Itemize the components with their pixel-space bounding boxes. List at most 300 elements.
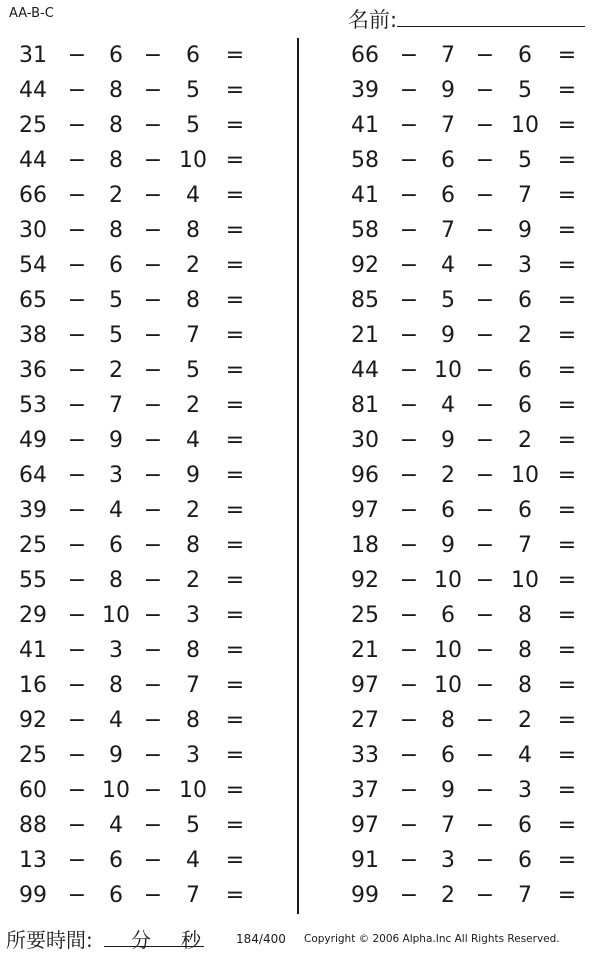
problem-row bbox=[0, 213, 260, 248]
minus-sign: − bbox=[143, 603, 163, 628]
subtrahend-1: 9 bbox=[441, 778, 455, 803]
subtrahend-1: 3 bbox=[441, 848, 455, 873]
problem-row bbox=[332, 318, 592, 353]
problem-row bbox=[332, 108, 592, 143]
subtrahend-1: 7 bbox=[441, 113, 455, 138]
minus-sign: − bbox=[399, 148, 419, 173]
subtrahend-2: 8 bbox=[186, 708, 200, 733]
subtrahend-2: 2 bbox=[186, 393, 200, 418]
minuend: 49 bbox=[19, 428, 47, 453]
minus-sign: − bbox=[399, 568, 419, 593]
minus-sign: − bbox=[143, 288, 163, 313]
minus-sign: − bbox=[399, 183, 419, 208]
minus-sign: − bbox=[143, 673, 163, 698]
equals-sign: = bbox=[557, 638, 577, 663]
seconds-label: 秒 bbox=[181, 928, 201, 952]
subtrahend-1: 2 bbox=[441, 463, 455, 488]
subtrahend-1: 2 bbox=[441, 883, 455, 908]
minus-sign: − bbox=[399, 463, 419, 488]
equals-sign: = bbox=[557, 148, 577, 173]
minuend: 99 bbox=[351, 883, 379, 908]
minuend: 58 bbox=[351, 218, 379, 243]
minus-sign: − bbox=[475, 323, 495, 348]
minus-sign: − bbox=[67, 253, 87, 278]
subtrahend-1: 4 bbox=[109, 498, 123, 523]
problem-row bbox=[332, 143, 592, 178]
equals-sign: = bbox=[557, 183, 577, 208]
equals-sign: = bbox=[557, 218, 577, 243]
subtrahend-2: 8 bbox=[518, 603, 532, 628]
minuend: 21 bbox=[351, 638, 379, 663]
minuend: 92 bbox=[19, 708, 47, 733]
minuend: 53 bbox=[19, 393, 47, 418]
subtrahend-2: 9 bbox=[518, 218, 532, 243]
worksheet-code: AA-B-C bbox=[9, 6, 54, 21]
subtrahend-2: 4 bbox=[186, 428, 200, 453]
problem-row bbox=[332, 598, 592, 633]
problem-row bbox=[0, 598, 260, 633]
minus-sign: − bbox=[399, 638, 419, 663]
subtrahend-1: 4 bbox=[109, 813, 123, 838]
equals-sign: = bbox=[557, 533, 577, 558]
problem-row bbox=[332, 213, 592, 248]
subtrahend-1: 5 bbox=[109, 288, 123, 313]
minus-sign: − bbox=[399, 533, 419, 558]
minus-sign: − bbox=[67, 708, 87, 733]
subtrahend-2: 6 bbox=[518, 848, 532, 873]
minus-sign: − bbox=[399, 813, 419, 838]
minus-sign: − bbox=[67, 288, 87, 313]
minus-sign: − bbox=[475, 638, 495, 663]
subtrahend-1: 9 bbox=[109, 428, 123, 453]
copyright-notice: Copyright © 2006 Alpha.Inc All Rights Reserved. bbox=[304, 933, 560, 945]
problem-row bbox=[332, 248, 592, 283]
minus-sign: − bbox=[475, 288, 495, 313]
minuend: 88 bbox=[19, 813, 47, 838]
equals-sign: = bbox=[225, 183, 245, 208]
minus-sign: − bbox=[399, 673, 419, 698]
minus-sign: − bbox=[475, 568, 495, 593]
equals-sign: = bbox=[557, 78, 577, 103]
subtrahend-1: 5 bbox=[441, 288, 455, 313]
minus-sign: − bbox=[475, 148, 495, 173]
column-divider bbox=[297, 38, 299, 914]
subtrahend-2: 2 bbox=[186, 498, 200, 523]
problem-row bbox=[332, 178, 592, 213]
minuend: 97 bbox=[351, 673, 379, 698]
minus-sign: − bbox=[475, 603, 495, 628]
minus-sign: − bbox=[475, 848, 495, 873]
minus-sign: − bbox=[399, 498, 419, 523]
minus-sign: − bbox=[143, 218, 163, 243]
subtrahend-1: 6 bbox=[441, 148, 455, 173]
subtrahend-1: 9 bbox=[441, 533, 455, 558]
minuend: 31 bbox=[19, 43, 47, 68]
equals-sign: = bbox=[557, 848, 577, 873]
problem-row bbox=[0, 108, 260, 143]
minus-sign: − bbox=[143, 778, 163, 803]
equals-sign: = bbox=[557, 883, 577, 908]
problem-row bbox=[332, 878, 592, 913]
problem-row bbox=[0, 248, 260, 283]
subtrahend-2: 4 bbox=[186, 848, 200, 873]
subtrahend-1: 5 bbox=[109, 323, 123, 348]
equals-sign: = bbox=[225, 533, 245, 558]
minuend: 99 bbox=[19, 883, 47, 908]
subtrahend-1: 2 bbox=[109, 183, 123, 208]
subtrahend-2: 8 bbox=[518, 638, 532, 663]
subtrahend-2: 10 bbox=[511, 113, 539, 138]
subtrahend-2: 2 bbox=[186, 253, 200, 278]
subtrahend-2: 5 bbox=[186, 358, 200, 383]
subtrahend-2: 6 bbox=[518, 288, 532, 313]
minus-sign: − bbox=[399, 708, 419, 733]
minus-sign: − bbox=[67, 428, 87, 453]
minus-sign: − bbox=[475, 463, 495, 488]
minus-sign: − bbox=[399, 358, 419, 383]
subtrahend-2: 6 bbox=[518, 43, 532, 68]
minus-sign: − bbox=[475, 533, 495, 558]
subtrahend-1: 7 bbox=[441, 43, 455, 68]
minus-sign: − bbox=[67, 78, 87, 103]
subtrahend-2: 8 bbox=[186, 533, 200, 558]
subtrahend-1: 2 bbox=[109, 358, 123, 383]
minus-sign: − bbox=[67, 533, 87, 558]
minuend: 64 bbox=[19, 463, 47, 488]
problem-row bbox=[332, 563, 592, 598]
minuend: 81 bbox=[351, 393, 379, 418]
minuend: 66 bbox=[351, 43, 379, 68]
problem-row bbox=[332, 703, 592, 738]
problem-row bbox=[0, 353, 260, 388]
problem-row bbox=[0, 73, 260, 108]
minuend: 27 bbox=[351, 708, 379, 733]
subtrahend-1: 10 bbox=[434, 568, 462, 593]
page-number: 184/400 bbox=[236, 932, 286, 946]
equals-sign: = bbox=[225, 358, 245, 383]
subtrahend-1: 10 bbox=[434, 673, 462, 698]
problem-row bbox=[332, 493, 592, 528]
minus-sign: − bbox=[399, 113, 419, 138]
equals-sign: = bbox=[225, 288, 245, 313]
left-problem-column bbox=[0, 38, 260, 913]
equals-sign: = bbox=[557, 743, 577, 768]
minus-sign: − bbox=[67, 113, 87, 138]
problem-row bbox=[0, 878, 260, 913]
minus-sign: − bbox=[399, 743, 419, 768]
minus-sign: − bbox=[143, 498, 163, 523]
subtrahend-2: 5 bbox=[186, 113, 200, 138]
minuend: 91 bbox=[351, 848, 379, 873]
equals-sign: = bbox=[225, 428, 245, 453]
subtrahend-2: 8 bbox=[186, 288, 200, 313]
equals-sign: = bbox=[225, 813, 245, 838]
problem-row bbox=[332, 773, 592, 808]
minuend: 97 bbox=[351, 813, 379, 838]
subtrahend-1: 4 bbox=[441, 393, 455, 418]
minus-sign: − bbox=[475, 218, 495, 243]
problem-row bbox=[0, 388, 260, 423]
minuend: 16 bbox=[19, 673, 47, 698]
subtrahend-1: 9 bbox=[441, 78, 455, 103]
subtrahend-1: 7 bbox=[109, 393, 123, 418]
minus-sign: − bbox=[475, 428, 495, 453]
minuend: 25 bbox=[19, 533, 47, 558]
minuend: 54 bbox=[19, 253, 47, 278]
minus-sign: − bbox=[143, 708, 163, 733]
subtrahend-2: 3 bbox=[186, 603, 200, 628]
minus-sign: − bbox=[143, 743, 163, 768]
minus-sign: − bbox=[143, 113, 163, 138]
minus-sign: − bbox=[67, 323, 87, 348]
problem-row bbox=[332, 283, 592, 318]
equals-sign: = bbox=[225, 218, 245, 243]
problem-row bbox=[0, 283, 260, 318]
minus-sign: − bbox=[399, 323, 419, 348]
subtrahend-2: 6 bbox=[186, 43, 200, 68]
subtrahend-1: 6 bbox=[441, 743, 455, 768]
minus-sign: − bbox=[67, 743, 87, 768]
equals-sign: = bbox=[225, 883, 245, 908]
subtrahend-2: 2 bbox=[518, 708, 532, 733]
problem-row bbox=[332, 668, 592, 703]
subtrahend-1: 8 bbox=[109, 78, 123, 103]
equals-sign: = bbox=[557, 568, 577, 593]
minus-sign: − bbox=[475, 78, 495, 103]
minuend: 25 bbox=[19, 113, 47, 138]
subtrahend-2: 3 bbox=[186, 743, 200, 768]
minuend: 58 bbox=[351, 148, 379, 173]
minus-sign: − bbox=[67, 393, 87, 418]
subtrahend-2: 10 bbox=[511, 568, 539, 593]
minuend: 60 bbox=[19, 778, 47, 803]
equals-sign: = bbox=[225, 43, 245, 68]
equals-sign: = bbox=[557, 498, 577, 523]
subtrahend-2: 8 bbox=[186, 638, 200, 663]
minus-sign: − bbox=[67, 218, 87, 243]
equals-sign: = bbox=[225, 148, 245, 173]
minuend: 38 bbox=[19, 323, 47, 348]
subtrahend-1: 10 bbox=[102, 778, 130, 803]
minuend: 44 bbox=[351, 358, 379, 383]
right-problem-column bbox=[332, 38, 592, 913]
minus-sign: − bbox=[475, 253, 495, 278]
problem-row bbox=[0, 528, 260, 563]
minus-sign: − bbox=[143, 148, 163, 173]
subtrahend-1: 6 bbox=[441, 183, 455, 208]
problem-row bbox=[0, 493, 260, 528]
subtrahend-1: 9 bbox=[441, 323, 455, 348]
minus-sign: − bbox=[399, 603, 419, 628]
minus-sign: − bbox=[399, 848, 419, 873]
minus-sign: − bbox=[143, 323, 163, 348]
minuend: 25 bbox=[19, 743, 47, 768]
minuend: 65 bbox=[19, 288, 47, 313]
subtrahend-2: 2 bbox=[518, 323, 532, 348]
subtrahend-2: 10 bbox=[511, 463, 539, 488]
equals-sign: = bbox=[225, 778, 245, 803]
equals-sign: = bbox=[225, 848, 245, 873]
equals-sign: = bbox=[225, 323, 245, 348]
subtrahend-1: 8 bbox=[109, 568, 123, 593]
subtrahend-2: 6 bbox=[518, 498, 532, 523]
minus-sign: − bbox=[399, 393, 419, 418]
problem-row bbox=[0, 178, 260, 213]
minus-sign: − bbox=[67, 883, 87, 908]
subtrahend-2: 6 bbox=[518, 813, 532, 838]
minus-sign: − bbox=[475, 113, 495, 138]
equals-sign: = bbox=[225, 638, 245, 663]
minus-sign: − bbox=[67, 498, 87, 523]
problem-row bbox=[0, 738, 260, 773]
minuend: 96 bbox=[351, 463, 379, 488]
equals-sign: = bbox=[557, 253, 577, 278]
problem-row bbox=[332, 843, 592, 878]
minus-sign: − bbox=[67, 813, 87, 838]
subtrahend-2: 2 bbox=[518, 428, 532, 453]
subtrahend-2: 8 bbox=[518, 673, 532, 698]
minus-sign: − bbox=[67, 148, 87, 173]
minus-sign: − bbox=[67, 778, 87, 803]
minus-sign: − bbox=[143, 428, 163, 453]
problem-row bbox=[332, 388, 592, 423]
equals-sign: = bbox=[225, 708, 245, 733]
problem-row bbox=[0, 458, 260, 493]
minuend: 39 bbox=[351, 78, 379, 103]
minuend: 21 bbox=[351, 323, 379, 348]
minus-sign: − bbox=[399, 288, 419, 313]
problem-row bbox=[0, 668, 260, 703]
equals-sign: = bbox=[557, 43, 577, 68]
equals-sign: = bbox=[225, 393, 245, 418]
problem-row bbox=[0, 703, 260, 738]
minuend: 30 bbox=[351, 428, 379, 453]
minus-sign: − bbox=[143, 253, 163, 278]
minuend: 44 bbox=[19, 148, 47, 173]
minus-sign: − bbox=[67, 673, 87, 698]
minuend: 41 bbox=[351, 183, 379, 208]
minuend: 44 bbox=[19, 78, 47, 103]
problem-row bbox=[0, 38, 260, 73]
minus-sign: − bbox=[475, 708, 495, 733]
subtrahend-2: 7 bbox=[518, 183, 532, 208]
minus-sign: − bbox=[399, 428, 419, 453]
equals-sign: = bbox=[225, 673, 245, 698]
subtrahend-2: 6 bbox=[518, 393, 532, 418]
problem-row bbox=[332, 353, 592, 388]
problem-row bbox=[0, 318, 260, 353]
equals-sign: = bbox=[225, 113, 245, 138]
subtrahend-1: 10 bbox=[434, 638, 462, 663]
minus-sign: − bbox=[67, 603, 87, 628]
problem-row bbox=[332, 423, 592, 458]
minus-sign: − bbox=[143, 358, 163, 383]
subtrahend-2: 7 bbox=[518, 533, 532, 558]
minuend: 30 bbox=[19, 218, 47, 243]
minus-sign: − bbox=[67, 638, 87, 663]
equals-sign: = bbox=[225, 603, 245, 628]
subtrahend-1: 6 bbox=[109, 883, 123, 908]
subtrahend-2: 9 bbox=[186, 463, 200, 488]
name-line bbox=[397, 26, 585, 27]
minuend: 92 bbox=[351, 253, 379, 278]
minus-sign: − bbox=[143, 568, 163, 593]
minutes-label: 分 bbox=[131, 928, 151, 952]
problem-row bbox=[332, 738, 592, 773]
problem-row bbox=[0, 808, 260, 843]
minus-sign: − bbox=[475, 43, 495, 68]
equals-sign: = bbox=[557, 673, 577, 698]
subtrahend-2: 7 bbox=[518, 883, 532, 908]
problem-row bbox=[332, 73, 592, 108]
subtrahend-1: 7 bbox=[441, 218, 455, 243]
subtrahend-1: 8 bbox=[109, 218, 123, 243]
minus-sign: − bbox=[143, 813, 163, 838]
minus-sign: − bbox=[475, 498, 495, 523]
equals-sign: = bbox=[557, 463, 577, 488]
problem-row bbox=[0, 563, 260, 598]
minuend: 13 bbox=[19, 848, 47, 873]
minuend: 39 bbox=[19, 498, 47, 523]
subtrahend-1: 6 bbox=[109, 533, 123, 558]
minuend: 29 bbox=[19, 603, 47, 628]
subtrahend-1: 3 bbox=[109, 463, 123, 488]
equals-sign: = bbox=[225, 498, 245, 523]
subtrahend-2: 7 bbox=[186, 673, 200, 698]
minus-sign: − bbox=[399, 253, 419, 278]
subtrahend-2: 2 bbox=[186, 568, 200, 593]
subtrahend-1: 8 bbox=[109, 673, 123, 698]
minus-sign: − bbox=[475, 883, 495, 908]
problem-row bbox=[332, 528, 592, 563]
time-label: 所要時間: bbox=[6, 928, 93, 952]
equals-sign: = bbox=[557, 323, 577, 348]
minuend: 36 bbox=[19, 358, 47, 383]
problem-row bbox=[0, 633, 260, 668]
minus-sign: − bbox=[143, 883, 163, 908]
minus-sign: − bbox=[143, 393, 163, 418]
minus-sign: − bbox=[143, 848, 163, 873]
subtrahend-1: 6 bbox=[441, 498, 455, 523]
subtrahend-1: 8 bbox=[441, 708, 455, 733]
minuend: 97 bbox=[351, 498, 379, 523]
minuend: 55 bbox=[19, 568, 47, 593]
subtrahend-2: 7 bbox=[186, 323, 200, 348]
minuend: 33 bbox=[351, 743, 379, 768]
subtrahend-2: 3 bbox=[518, 778, 532, 803]
subtrahend-2: 5 bbox=[186, 78, 200, 103]
minus-sign: − bbox=[475, 183, 495, 208]
equals-sign: = bbox=[557, 358, 577, 383]
subtrahend-1: 7 bbox=[441, 813, 455, 838]
problem-row bbox=[0, 773, 260, 808]
subtrahend-1: 6 bbox=[109, 253, 123, 278]
subtrahend-1: 6 bbox=[109, 848, 123, 873]
equals-sign: = bbox=[557, 813, 577, 838]
subtrahend-2: 3 bbox=[518, 253, 532, 278]
minuend: 92 bbox=[351, 568, 379, 593]
minus-sign: − bbox=[399, 218, 419, 243]
minus-sign: − bbox=[475, 778, 495, 803]
subtrahend-1: 8 bbox=[109, 148, 123, 173]
minus-sign: − bbox=[67, 358, 87, 383]
equals-sign: = bbox=[225, 78, 245, 103]
equals-sign: = bbox=[557, 603, 577, 628]
minuend: 18 bbox=[351, 533, 379, 558]
problem-row bbox=[0, 423, 260, 458]
problem-row bbox=[0, 843, 260, 878]
subtrahend-2: 6 bbox=[518, 358, 532, 383]
